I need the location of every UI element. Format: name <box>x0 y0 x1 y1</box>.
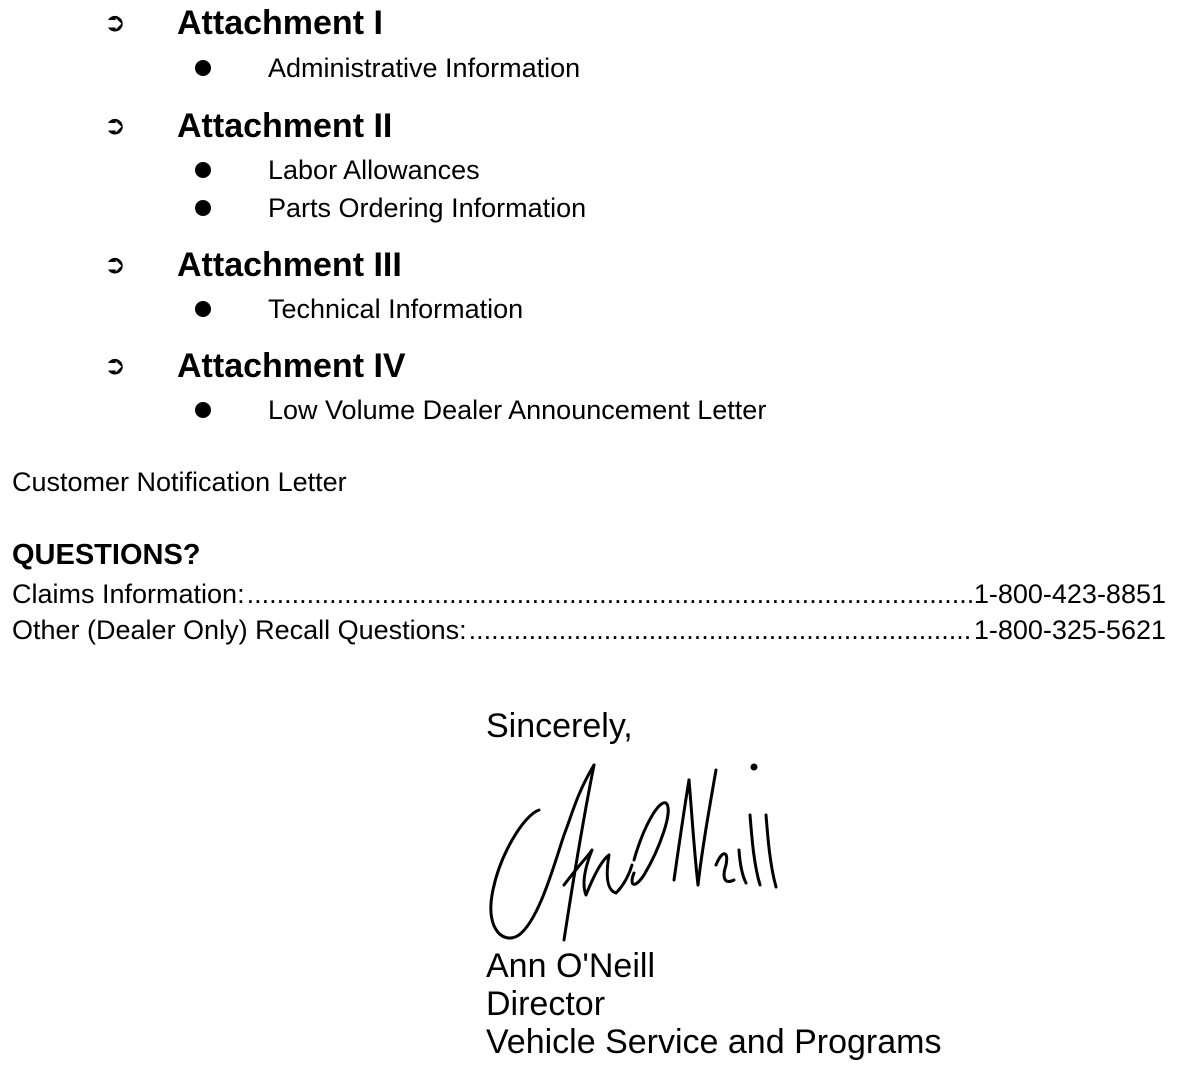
bullet-dot-icon <box>195 60 211 76</box>
attachment-heading: Attachment I <box>177 4 383 42</box>
attachment-item: Technical Information <box>268 294 524 324</box>
attachment-heading: Attachment III <box>177 246 402 284</box>
contact-line-claims <box>12 581 1166 608</box>
contact-label: Claims Information: <box>12 579 245 609</box>
closing-salutation: Sincerely, <box>486 707 633 745</box>
attachment-item: Parts Ordering Information <box>268 193 587 223</box>
customer-notification-letter: Customer Notification Letter <box>12 467 347 497</box>
bullet-dot-icon <box>195 162 211 178</box>
arrow-bullet-icon: ➲ <box>104 249 126 279</box>
attachment-heading: Attachment IV <box>177 347 406 385</box>
attachment-item: Labor Allowances <box>268 155 480 185</box>
bullet-dot-icon <box>195 200 211 216</box>
signatory-name: Ann O'Neill <box>486 947 656 985</box>
bullet-dot-icon <box>195 402 211 418</box>
handwritten-signature <box>484 755 784 950</box>
bullet-dot-icon <box>195 301 211 317</box>
contact-line-recall <box>12 617 1166 644</box>
contact-label: Other (Dealer Only) Recall Questions: <box>12 615 467 645</box>
attachment-item: Administrative Information <box>268 53 581 83</box>
attachment-item: Low Volume Dealer Announcement Letter <box>268 395 767 425</box>
arrow-bullet-icon: ➲ <box>104 350 126 380</box>
contact-phone: 1-800-423-8851 <box>973 579 1166 609</box>
questions-title: QUESTIONS? <box>12 539 201 571</box>
arrow-bullet-icon: ➲ <box>104 110 126 140</box>
contact-phone: 1-800-325-5621 <box>973 615 1166 645</box>
signature-block <box>486 947 941 1061</box>
attachment-heading: Attachment II <box>177 107 393 145</box>
dot-leader <box>469 617 972 644</box>
signatory-title: Director <box>486 985 606 1024</box>
arrow-bullet-icon: ➲ <box>104 7 126 37</box>
dot-leader <box>247 581 972 608</box>
signatory-department: Vehicle Service and Programs <box>486 1023 942 1062</box>
